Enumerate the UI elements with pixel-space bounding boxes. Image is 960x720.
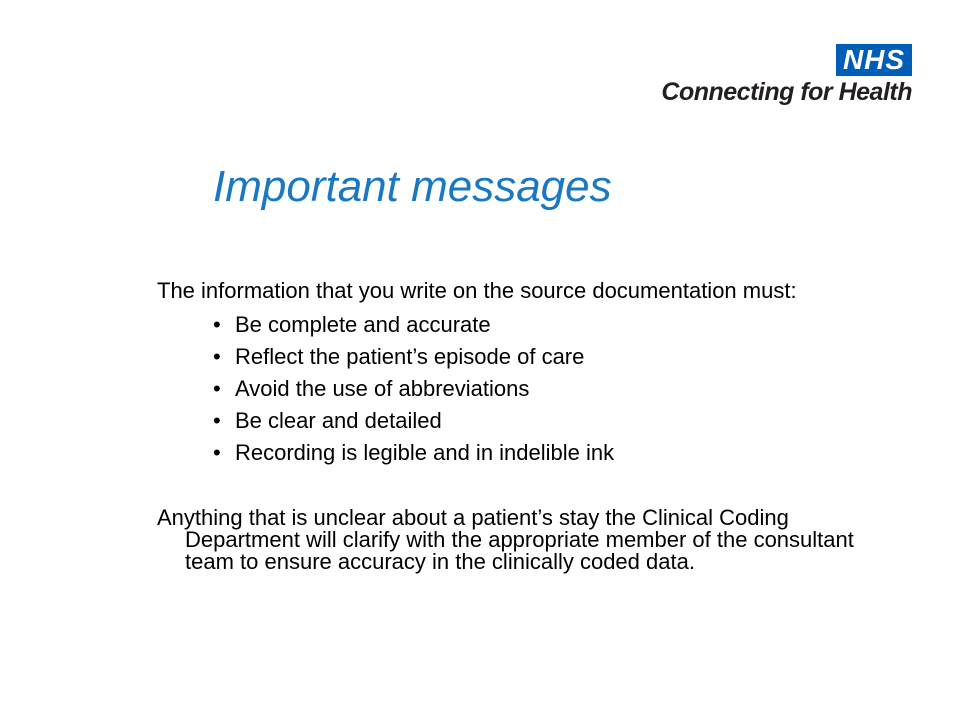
bullet-icon: • — [213, 440, 221, 465]
nhs-logo-box: NHS — [836, 44, 912, 76]
bullet-item — [213, 410, 877, 442]
bullet-text: Reflect the patient’s episode of care — [235, 344, 585, 369]
nhs-logo — [662, 44, 912, 106]
bullet-icon: • — [213, 312, 221, 337]
slide-body — [157, 280, 877, 573]
bullet-item — [213, 346, 877, 378]
intro-paragraph: The information that you write on the source documentation must: — [157, 278, 797, 303]
bullet-icon: • — [213, 408, 221, 433]
bullet-icon: • — [213, 376, 221, 401]
bullet-text: Be clear and detailed — [235, 408, 442, 433]
bullet-icon: • — [213, 344, 221, 369]
bullet-text: Avoid the use of abbreviations — [235, 376, 530, 401]
closing-paragraph: Anything that is unclear about a patient’s stay the Clinical Coding Department will clarify with the appropriate member of the consultant team to ensure accuracy in the clinically coded data. — [157, 505, 854, 574]
bullet-text: Recording is legible and in indelible ink — [235, 440, 615, 465]
bullet-list — [157, 314, 877, 474]
bullet-item — [213, 378, 877, 410]
bullet-text: Be complete and accurate — [235, 312, 491, 337]
bullet-item — [213, 442, 877, 474]
bullet-item — [213, 314, 877, 346]
nhs-logo-tagline: Connecting for Health — [661, 78, 912, 106]
slide-title: Important messages — [213, 162, 612, 211]
